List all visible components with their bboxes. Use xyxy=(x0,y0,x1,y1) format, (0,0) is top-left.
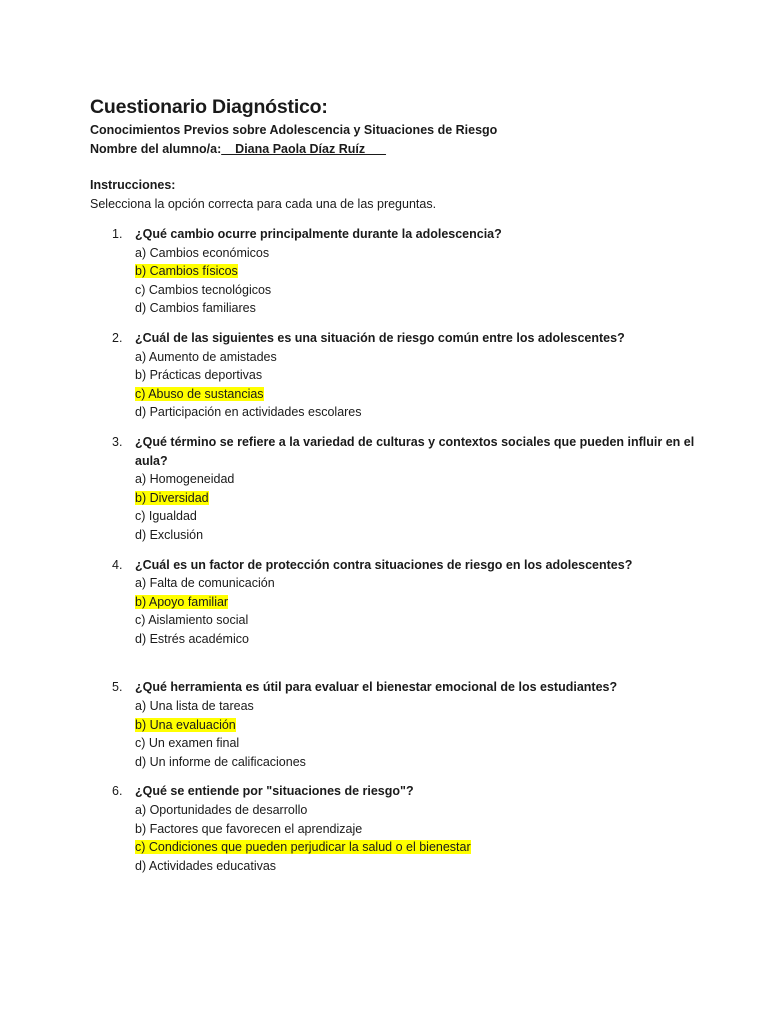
answer-option-text: b) Prácticas deportivas xyxy=(135,368,263,383)
answer-option-text: c) Cambios tecnológicos xyxy=(135,282,272,297)
answer-option xyxy=(135,611,730,630)
question-number: 3. xyxy=(112,434,123,449)
answer-option xyxy=(135,281,730,300)
answer-option xyxy=(135,366,730,385)
answer-option xyxy=(135,838,730,857)
answer-option-text: d) Exclusión xyxy=(135,527,204,542)
answer-option xyxy=(135,526,730,545)
question-text: ¿Qué herramienta es útil para evaluar el bienestar emocional de los estudiantes? xyxy=(135,680,618,695)
answer-option-highlighted: b) Diversidad xyxy=(135,490,209,505)
answer-option xyxy=(135,385,730,404)
question-item xyxy=(90,225,730,318)
answer-option xyxy=(135,299,730,318)
answer-option xyxy=(135,801,730,820)
instructions-text: Selecciona la opción correcta para cada una de las preguntas. xyxy=(90,197,437,211)
answer-option-text: a) Una lista de tareas xyxy=(135,699,254,714)
answer-option xyxy=(135,820,730,839)
question-number: 6. xyxy=(112,784,123,799)
answer-option-text: c) Un examen final xyxy=(135,736,240,751)
answer-option xyxy=(135,348,730,367)
answer-option-highlighted: b) Una evaluación xyxy=(135,717,236,732)
answer-option xyxy=(135,716,730,735)
answer-option-text: a) Homogeneidad xyxy=(135,472,235,487)
answer-option xyxy=(135,857,730,876)
answer-option xyxy=(135,574,730,593)
question-text: ¿Qué cambio ocurre principalmente durante la adolescencia? xyxy=(135,227,502,241)
question-list xyxy=(90,225,730,875)
answer-option xyxy=(135,489,730,508)
answer-option xyxy=(135,262,730,281)
question-text: ¿Cuál de las siguientes es una situación de riesgo común entre los adolescentes? xyxy=(135,330,625,345)
answer-option-text: d) Participación en actividades escolares xyxy=(135,405,362,420)
question-number: 5. xyxy=(112,680,123,695)
answer-option xyxy=(135,470,730,489)
answer-option xyxy=(135,753,730,772)
question-item xyxy=(90,782,730,875)
student-name-line xyxy=(90,140,730,159)
student-label: Nombre del alumno/a: xyxy=(90,142,222,156)
answer-option xyxy=(135,244,730,263)
document-subtitle: Conocimientos Previos sobre Adolescencia y Situaciones de Riesgo xyxy=(90,123,498,137)
answer-option-text: c) Igualdad xyxy=(135,509,197,524)
answer-option-highlighted: b) Apoyo familiar xyxy=(135,594,229,609)
question-number: 4. xyxy=(112,557,123,572)
answer-option-text: d) Estrés académico xyxy=(135,631,249,646)
question-text: ¿Cuál es un factor de protección contra situaciones de riesgo en los adolescentes? xyxy=(135,557,633,572)
instructions-heading: Instrucciones: xyxy=(90,178,176,192)
question-item xyxy=(90,329,730,422)
document-title: Cuestionario Diagnóstico: xyxy=(90,96,328,118)
answer-option xyxy=(135,697,730,716)
answer-option-text: d) Cambios familiares xyxy=(135,301,256,316)
answer-option-highlighted: b) Cambios físicos xyxy=(135,264,238,279)
answer-option xyxy=(135,507,730,526)
answer-option-text: a) Oportunidades de desarrollo xyxy=(135,803,308,818)
answer-option xyxy=(135,403,730,422)
question-text: ¿Qué se entiende por "situaciones de riesgo"? xyxy=(135,784,414,799)
answer-option-text: c) Aislamiento social xyxy=(135,613,249,628)
answer-option-text: a) Falta de comunicación xyxy=(135,576,275,591)
answer-option xyxy=(135,630,730,649)
question-item xyxy=(90,556,730,649)
student-name: __Diana Paola Díaz Ruíz___ xyxy=(221,142,386,156)
question-item xyxy=(90,433,730,545)
answer-option-text: a) Cambios económicos xyxy=(135,245,270,260)
answer-option-text: d) Un informe de calificaciones xyxy=(135,754,306,769)
answer-option-text: b) Factores que favorecen el aprendizaje xyxy=(135,821,363,836)
answer-option xyxy=(135,734,730,753)
question-item xyxy=(90,678,730,771)
answer-option-text: a) Aumento de amistades xyxy=(135,349,277,364)
document-page xyxy=(90,94,730,875)
answer-option-text: d) Actividades educativas xyxy=(135,858,277,873)
answer-option xyxy=(135,593,730,612)
question-number: 1. xyxy=(112,227,123,241)
question-number: 2. xyxy=(112,330,123,345)
question-text: ¿Qué término se refiere a la variedad de culturas y contextos sociales que pueden influir en el aula? xyxy=(135,434,695,468)
answer-option-highlighted: c) Condiciones que pueden perjudicar la salud o el bienestar xyxy=(135,840,471,855)
answer-option-highlighted: c) Abuso de sustancias xyxy=(135,386,264,401)
